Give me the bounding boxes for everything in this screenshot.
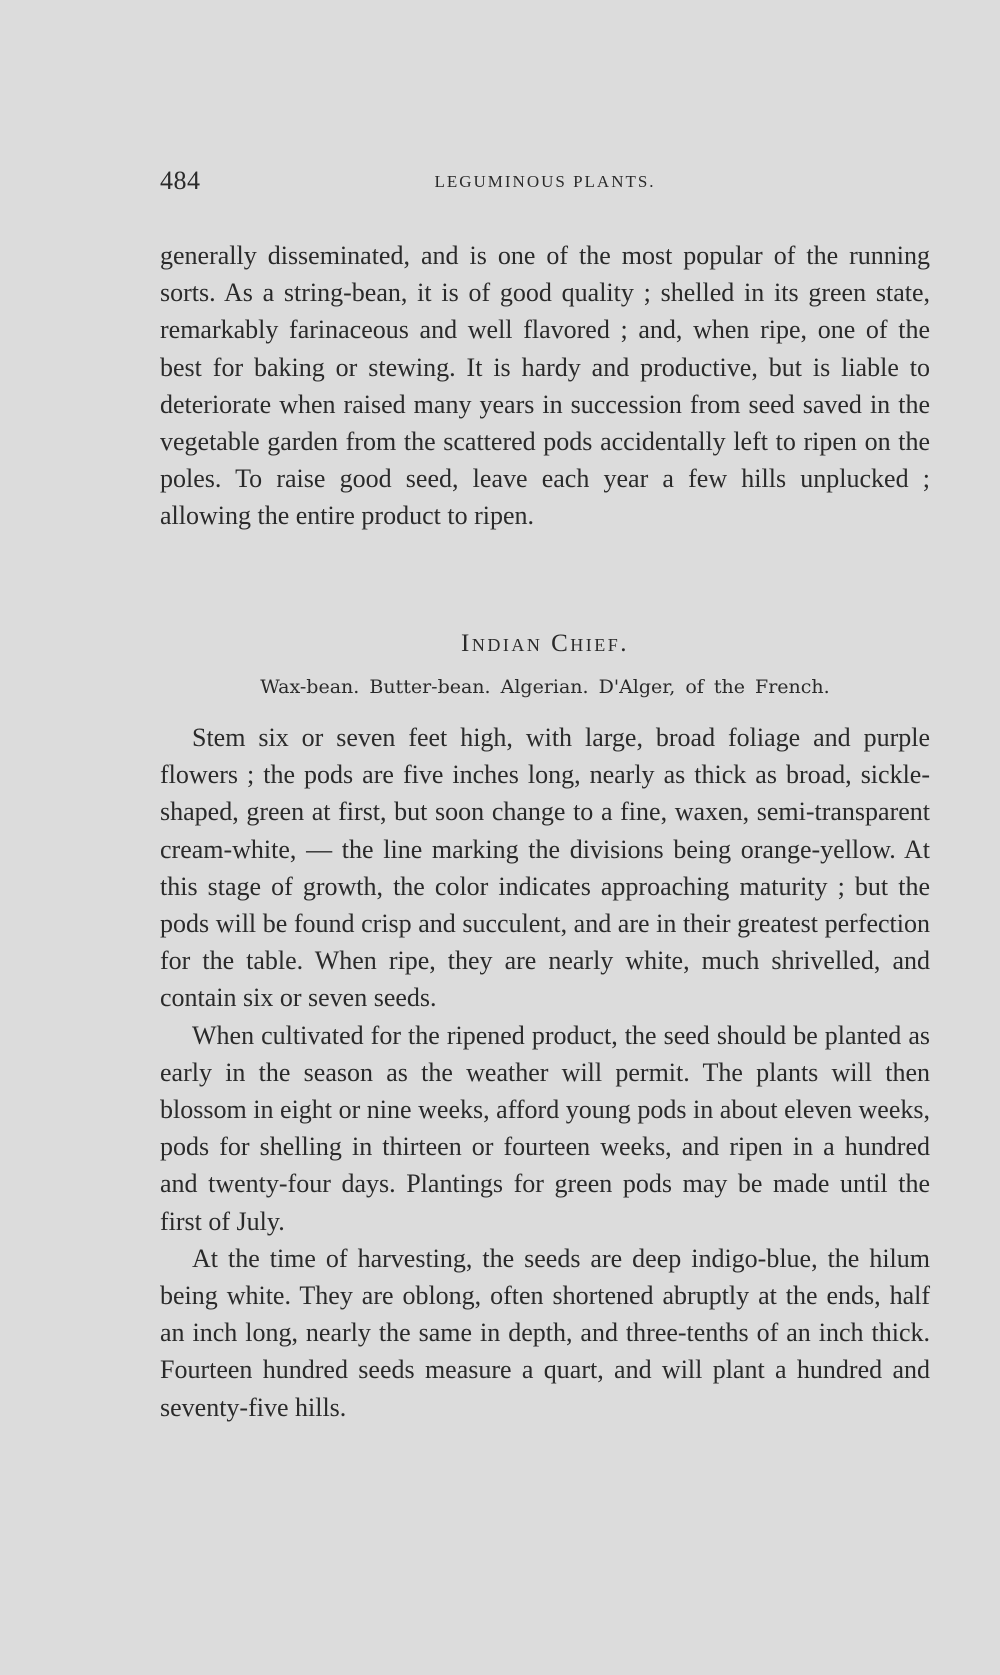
section-paragraph-1: Stem six or seven feet high, with large, broad foliage and purple flowers ; the pods are five inches long, nearly as thick as broad, sickle-shaped, green at first, but soon change to a fine, waxen, semi-transparent cream-white, — the line marking the divisions being orange-yellow. At this stage of growth, the color indicates approaching maturity ; but the pods will be found crisp and succulent, and are in their greatest perfection for the table. When ripe, they are nearly white, much shrivelled, and contain six or seven seeds. — [160, 723, 930, 1013]
page-number: 484 — [160, 166, 201, 195]
section-synonyms: Wax-bean. Butter-bean. Algerian. D'Alger, of the French. — [260, 676, 830, 698]
intro-paragraph: generally disseminated, and is one of the most popular of the running sorts. As a string-bean, it is of good quality ; shelled in its green state, remarkably farinaceous and well flavored ; and, when ripe, one of the best for baking or stewing. It is hardy and productive, but is liable to deteriorate when raised many years in succession from seed saved in the vegetable garden from the scattered pods accidentally left to ripen on the poles. To raise good seed, leave each year a few hills unplucked ; allowing the entire product to ripen. — [160, 241, 930, 531]
section-paragraph-3: At the time of harvesting, the seeds are deep indigo-blue, the hilum being white. They are oblong, often shortened abruptly at the ends, half an inch long, nearly the same in depth, and three-tenths of an inch thick. Fourteen hundred seeds measure a quart, and will plant a hundred and seventy-five hills. — [160, 1243, 930, 1422]
section-title: Indian Chief. — [461, 630, 629, 657]
section-body — [160, 719, 930, 1426]
running-head: LEGUMINOUS PLANTS. — [434, 172, 656, 191]
intro-block — [160, 237, 930, 535]
section-paragraph-2: When cultivated for the ripened product, the seed should be planted as early in the season as the weather will permit. The plants will then blossom in eight or nine weeks, afford young pods in about eleven weeks, pods for shelling in thirteen or fourteen weeks, and ripen in a hundred and twenty-four days. Plantings for green pods may be made until the first of July. — [160, 1020, 930, 1236]
page-header — [160, 166, 930, 200]
